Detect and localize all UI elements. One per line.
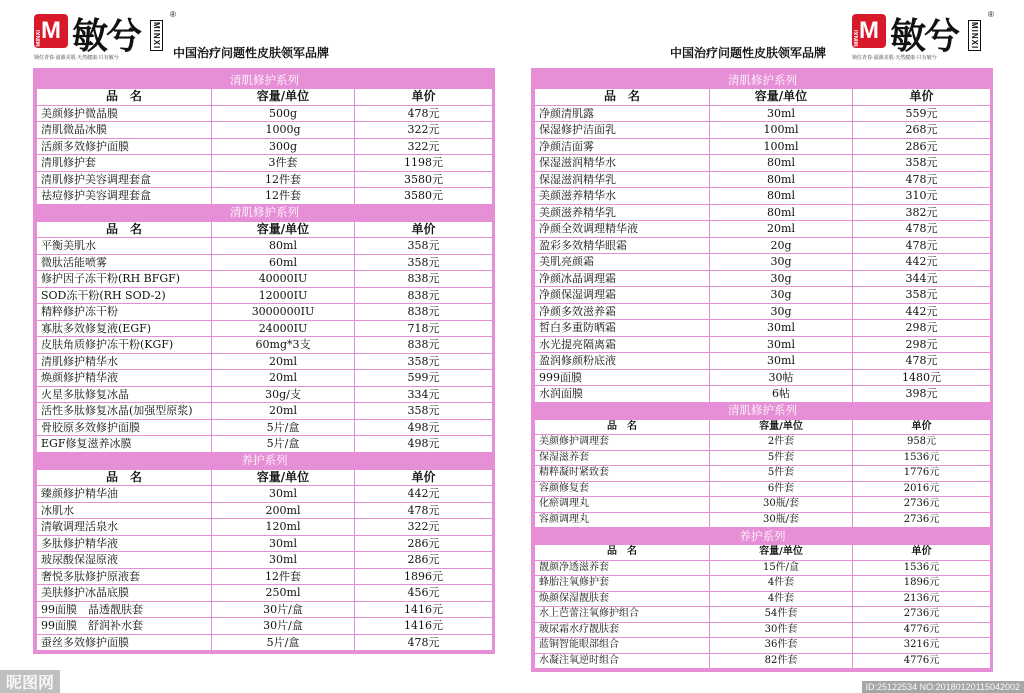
table-row [37, 436, 493, 453]
product-price: 4776元 [853, 653, 991, 669]
table-row [535, 138, 991, 155]
table-row [37, 122, 493, 139]
product-price: 2736元 [853, 607, 991, 623]
header-name: 品 名 [37, 469, 212, 486]
product-price: 1536元 [853, 450, 991, 466]
product-name: 焕颜保湿靓肤套 [535, 591, 710, 607]
product-price: 838元 [355, 304, 493, 321]
product-name: 平衡美肌水 [37, 238, 212, 255]
product-name: 美肌亮颜霜 [535, 254, 710, 271]
product-unit: 30g/支 [212, 386, 355, 403]
product-unit: 5片/盒 [212, 436, 355, 453]
header-price: 单价 [355, 221, 493, 238]
product-price: 1198元 [355, 155, 493, 172]
product-unit: 30瓶/套 [710, 512, 853, 528]
header-price: 单价 [853, 419, 991, 435]
product-name: 美颜滋养精华水 [535, 188, 710, 205]
product-price: 478元 [853, 171, 991, 188]
product-unit: 1000g [212, 122, 355, 139]
table-row [37, 287, 493, 304]
product-price: 498元 [355, 436, 493, 453]
table-row [535, 386, 991, 403]
product-unit: 30帖 [710, 369, 853, 386]
product-price: 442元 [355, 486, 493, 503]
column-header-row [37, 221, 493, 238]
product-unit: 3件套 [212, 155, 355, 172]
product-price: 322元 [355, 519, 493, 536]
product-name: EGF修复滋养冰膜 [37, 436, 212, 453]
product-name: 精粹凝时紧致套 [535, 466, 710, 482]
product-name: 净颜全效调理精华液 [535, 221, 710, 238]
header-unit: 容量/单位 [710, 89, 853, 106]
brand-logo-icon: M [34, 14, 68, 48]
product-name: 保湿滋养套 [535, 450, 710, 466]
product-name: 美肤修护冰晶底膜 [37, 585, 212, 602]
product-unit: 80ml [710, 155, 853, 172]
product-name: 美颜修护微晶膜 [37, 105, 212, 122]
brand-name: 敏兮 [890, 16, 959, 57]
brand-name: 敏兮 [72, 16, 141, 57]
table-row [37, 618, 493, 635]
product-price: 718元 [355, 320, 493, 337]
right-header [512, 0, 1024, 64]
header-name: 品 名 [37, 221, 212, 238]
product-unit: 30ml [212, 552, 355, 569]
section-title: 养护系列 [37, 452, 493, 469]
product-name: 玻尿酸保湿原液 [37, 552, 212, 569]
column-header-row [535, 545, 991, 561]
product-unit: 80ml [710, 171, 853, 188]
product-name: 活颜多效修护面膜 [37, 138, 212, 155]
product-unit: 82件套 [710, 653, 853, 669]
product-price: 1480元 [853, 369, 991, 386]
product-name: SOD冻干粉(RH SOD-2) [37, 287, 212, 304]
product-unit: 30ml [710, 105, 853, 122]
table-row [535, 122, 991, 139]
product-unit: 15件/盒 [710, 560, 853, 576]
product-price: 334元 [355, 386, 493, 403]
product-name: 容颜调理丸 [535, 512, 710, 528]
product-price: 1416元 [355, 618, 493, 635]
logo-sub-text: MINXI [854, 30, 860, 47]
table-row [535, 653, 991, 669]
column-header-row [37, 89, 493, 106]
product-name: 玻尿霜水疗靓肤套 [535, 622, 710, 638]
product-price: 838元 [355, 271, 493, 288]
table-row [37, 386, 493, 403]
product-price: 358元 [355, 254, 493, 271]
product-name: 火星多肽修复冰晶 [37, 386, 212, 403]
price-table [534, 71, 991, 669]
product-name: 祛痘修护美容调理套盒 [37, 188, 212, 205]
section-title: 清肌修护系列 [535, 72, 991, 89]
product-price: 3580元 [355, 188, 493, 205]
product-unit: 250ml [212, 585, 355, 602]
brand-logo-icon: M [852, 14, 886, 48]
product-price: 268元 [853, 122, 991, 139]
product-unit: 80ml [710, 204, 853, 221]
table-row [535, 497, 991, 513]
table-row [37, 254, 493, 271]
product-unit: 5件套 [710, 450, 853, 466]
table-row [535, 336, 991, 353]
product-price: 2016元 [853, 481, 991, 497]
table-row [37, 634, 493, 651]
table-row [37, 171, 493, 188]
column-header-row [535, 419, 991, 435]
header-price: 单价 [853, 545, 991, 561]
product-unit: 5片/盒 [212, 634, 355, 651]
product-unit: 30ml [212, 535, 355, 552]
product-price: 599元 [355, 370, 493, 387]
section-title: 养护系列 [535, 528, 991, 545]
product-price: 344元 [853, 270, 991, 287]
product-price: 298元 [853, 336, 991, 353]
product-price: 358元 [355, 238, 493, 255]
watermark-logo: 昵图网 [0, 670, 60, 693]
table-row [535, 576, 991, 592]
product-name: 活性多肽修复冰晶(加强型原浆) [37, 403, 212, 420]
product-price: 2736元 [853, 497, 991, 513]
product-name: 水润面膜 [535, 386, 710, 403]
product-price: 358元 [853, 287, 991, 304]
product-unit: 80ml [212, 238, 355, 255]
product-unit: 24000IU [212, 320, 355, 337]
header-unit: 容量/单位 [212, 89, 355, 106]
brand-slogan: 锁住青春·滋源美肌·天然健康·只有敏兮 [852, 55, 937, 61]
product-unit: 54件套 [710, 607, 853, 623]
header-price: 单价 [355, 469, 493, 486]
product-unit: 30ml [710, 353, 853, 370]
product-price: 286元 [355, 552, 493, 569]
product-unit: 6帖 [710, 386, 853, 403]
product-unit: 30ml [710, 336, 853, 353]
table-row [37, 304, 493, 321]
product-name: 水上芭蕾注氧修护组合 [535, 607, 710, 623]
product-name: 净颜清肌露 [535, 105, 710, 122]
table-row [535, 254, 991, 271]
table-row [37, 320, 493, 337]
product-unit: 60ml [212, 254, 355, 271]
table-row [37, 419, 493, 436]
header-name: 品 名 [535, 419, 710, 435]
product-name: 奢悦多肽修护原液套 [37, 568, 212, 585]
table-row [535, 221, 991, 238]
product-unit: 5片/盒 [212, 419, 355, 436]
product-price: 1896元 [355, 568, 493, 585]
product-unit: 30g [710, 254, 853, 271]
table-row [37, 353, 493, 370]
product-unit: 30ml [212, 486, 355, 503]
product-price: 838元 [355, 337, 493, 354]
product-unit: 3000000IU [212, 304, 355, 321]
table-row [535, 155, 991, 172]
table-row [535, 622, 991, 638]
table-row [535, 450, 991, 466]
product-name: 水光提亮隔离霜 [535, 336, 710, 353]
product-price: 478元 [853, 353, 991, 370]
product-unit: 40000IU [212, 271, 355, 288]
product-price: 478元 [853, 221, 991, 238]
section-title-row [37, 204, 493, 221]
product-price: 398元 [853, 386, 991, 403]
product-name: 99面膜 舒润补水套 [37, 618, 212, 635]
table-row [535, 188, 991, 205]
header-unit: 容量/单位 [212, 469, 355, 486]
product-name: 水凝注氧逆时组合 [535, 653, 710, 669]
column-header-row [535, 89, 991, 106]
product-price: 478元 [853, 237, 991, 254]
table-row [37, 138, 493, 155]
product-price: 1896元 [853, 576, 991, 592]
left-header [0, 0, 512, 64]
section-title-row [37, 72, 493, 89]
product-unit: 200ml [212, 502, 355, 519]
product-name: 蚕丝多效修护面膜 [37, 634, 212, 651]
table-row [37, 601, 493, 618]
product-name: 净颜冰晶调理霜 [535, 270, 710, 287]
table-row [37, 188, 493, 205]
product-unit: 12件套 [212, 188, 355, 205]
product-unit: 60mg*3支 [212, 337, 355, 354]
product-name: 清肌修护套 [37, 155, 212, 172]
table-row [535, 204, 991, 221]
table-row [37, 238, 493, 255]
product-unit: 2件套 [710, 435, 853, 451]
product-name: 皙白多重防晒霜 [535, 320, 710, 337]
section-title-row [535, 402, 991, 419]
product-name: 多肽修护精华液 [37, 535, 212, 552]
table-row [535, 435, 991, 451]
product-name: 清敏调理活泉水 [37, 519, 212, 536]
product-name: 焕颜修护精华液 [37, 370, 212, 387]
table-row [535, 320, 991, 337]
product-price: 559元 [853, 105, 991, 122]
registered-mark: ® [988, 10, 994, 19]
product-price: 478元 [355, 105, 493, 122]
product-name: 净颜洁面雾 [535, 138, 710, 155]
product-unit: 30ml [710, 320, 853, 337]
product-unit: 500g [212, 105, 355, 122]
product-unit: 20ml [710, 221, 853, 238]
table-row [535, 303, 991, 320]
product-name: 美颜修护调理套 [535, 435, 710, 451]
product-name: 冰肌水 [37, 502, 212, 519]
product-name: 净颜多效滋养霜 [535, 303, 710, 320]
product-name: 盈彩多效精华眼霜 [535, 237, 710, 254]
product-unit: 30g [710, 303, 853, 320]
table-row [535, 237, 991, 254]
table-row [535, 512, 991, 528]
product-price: 310元 [853, 188, 991, 205]
product-price: 1416元 [355, 601, 493, 618]
brand-latin: MINXI [152, 22, 161, 50]
table-row [37, 337, 493, 354]
product-unit: 12件套 [212, 568, 355, 585]
product-unit: 20ml [212, 353, 355, 370]
product-unit: 30瓶/套 [710, 497, 853, 513]
header-price: 单价 [355, 89, 493, 106]
table-row [37, 105, 493, 122]
product-price: 298元 [853, 320, 991, 337]
section-title-row [37, 452, 493, 469]
product-unit: 4件套 [710, 591, 853, 607]
table-row [37, 568, 493, 585]
product-price: 456元 [355, 585, 493, 602]
product-price: 322元 [355, 122, 493, 139]
table-row [37, 403, 493, 420]
product-price: 382元 [853, 204, 991, 221]
product-unit: 80ml [710, 188, 853, 205]
table-row [535, 105, 991, 122]
product-unit: 20ml [212, 370, 355, 387]
product-price: 358元 [355, 353, 493, 370]
brand-tagline: 中国治疗问题性皮肤领军品牌 [670, 46, 827, 60]
section-title: 清肌修护系列 [37, 72, 493, 89]
table-row [37, 552, 493, 569]
product-price: 2736元 [853, 512, 991, 528]
product-price: 2136元 [853, 591, 991, 607]
product-name: 皮肤角质修护冻干粉(KGF) [37, 337, 212, 354]
product-unit: 4件套 [710, 576, 853, 592]
table-row [535, 466, 991, 482]
column-header-row [37, 469, 493, 486]
product-unit: 30片/盒 [212, 601, 355, 618]
product-price: 1536元 [853, 560, 991, 576]
table-row [535, 171, 991, 188]
table-row [535, 638, 991, 654]
product-price: 322元 [355, 138, 493, 155]
product-unit: 100ml [710, 122, 853, 139]
product-name: 清肌修护精华水 [37, 353, 212, 370]
header-name: 品 名 [37, 89, 212, 106]
brand-latin: MINXI [970, 22, 979, 50]
table-row [37, 155, 493, 172]
product-name: 清肌微晶冰膜 [37, 122, 212, 139]
product-price: 286元 [355, 535, 493, 552]
product-unit: 20g [710, 237, 853, 254]
product-name: 净颜保湿调理霜 [535, 287, 710, 304]
product-price: 286元 [853, 138, 991, 155]
product-unit: 100ml [710, 138, 853, 155]
registered-mark: ® [170, 10, 176, 19]
product-name: 保湿滋润精华乳 [535, 171, 710, 188]
table-row [37, 535, 493, 552]
section-title-row [535, 528, 991, 545]
section-title: 清肌修护系列 [535, 402, 991, 419]
table-row [535, 270, 991, 287]
product-price: 478元 [355, 634, 493, 651]
price-table [36, 71, 493, 651]
table-row [37, 271, 493, 288]
product-unit: 12000IU [212, 287, 355, 304]
product-price: 498元 [355, 419, 493, 436]
table-row [37, 486, 493, 503]
brand-slogan: 锁住青春·滋源美肌·天然健康·只有敏兮 [34, 55, 119, 61]
product-name: 蜂胎注氧修护套 [535, 576, 710, 592]
header-price: 单价 [853, 89, 991, 106]
product-price: 3580元 [355, 171, 493, 188]
header-name: 品 名 [535, 545, 710, 561]
product-price: 958元 [853, 435, 991, 451]
product-name: 盈润修颜粉底液 [535, 353, 710, 370]
header-unit: 容量/单位 [212, 221, 355, 238]
logo-sub-text: MINXI [36, 30, 42, 47]
product-unit: 6件套 [710, 481, 853, 497]
product-unit: 30件套 [710, 622, 853, 638]
brand-tagline: 中国治疗问题性皮肤领军品牌 [173, 46, 330, 60]
table-row [37, 502, 493, 519]
product-unit: 36件套 [710, 638, 853, 654]
table-row [535, 607, 991, 623]
product-price: 3216元 [853, 638, 991, 654]
section-title: 清肌修护系列 [37, 204, 493, 221]
product-price: 358元 [355, 403, 493, 420]
product-price: 442元 [853, 254, 991, 271]
product-unit: 120ml [212, 519, 355, 536]
product-name: 寡肽多效修复液(EGF) [37, 320, 212, 337]
product-price: 478元 [355, 502, 493, 519]
product-unit: 12件套 [212, 171, 355, 188]
product-price: 4776元 [853, 622, 991, 638]
product-unit: 20ml [212, 403, 355, 420]
product-name: 微肽活能喷雾 [37, 254, 212, 271]
left-price-table [33, 68, 495, 654]
product-name: 化瘀调理丸 [535, 497, 710, 513]
product-name: 美颜滋养精华乳 [535, 204, 710, 221]
header-unit: 容量/单位 [710, 545, 853, 561]
product-unit: 30片/盒 [212, 618, 355, 635]
product-name: 999面膜 [535, 369, 710, 386]
product-name: 99面膜 晶透靓肤套 [37, 601, 212, 618]
table-row [535, 353, 991, 370]
product-unit: 5件套 [710, 466, 853, 482]
table-row [535, 560, 991, 576]
product-name: 靓颜净透滋养套 [535, 560, 710, 576]
product-unit: 30g [710, 270, 853, 287]
header-name: 品 名 [535, 89, 710, 106]
watermark-id: ID:25122534 NO:20180120115042002 [862, 681, 1024, 693]
table-row [37, 370, 493, 387]
product-name: 保湿滋润精华水 [535, 155, 710, 172]
product-name: 臻颜修护精华油 [37, 486, 212, 503]
right-price-table [531, 68, 993, 672]
product-price: 1776元 [853, 466, 991, 482]
table-row [535, 591, 991, 607]
table-row [37, 585, 493, 602]
product-name: 骨胶原多效修护面膜 [37, 419, 212, 436]
table-row [535, 481, 991, 497]
table-row [535, 287, 991, 304]
product-name: 清肌修护美容调理套盒 [37, 171, 212, 188]
header-unit: 容量/单位 [710, 419, 853, 435]
product-price: 442元 [853, 303, 991, 320]
section-title-row [535, 72, 991, 89]
product-price: 358元 [853, 155, 991, 172]
product-name: 容颜修复套 [535, 481, 710, 497]
product-name: 精粹修护冻干粉 [37, 304, 212, 321]
product-name: 蓝铜智能眼部组合 [535, 638, 710, 654]
product-name: 修护因子冻干粉(RH BFGF) [37, 271, 212, 288]
table-row [535, 369, 991, 386]
product-price: 838元 [355, 287, 493, 304]
product-unit: 300g [212, 138, 355, 155]
product-unit: 30g [710, 287, 853, 304]
product-name: 保湿修护洁面乳 [535, 122, 710, 139]
table-row [37, 519, 493, 536]
